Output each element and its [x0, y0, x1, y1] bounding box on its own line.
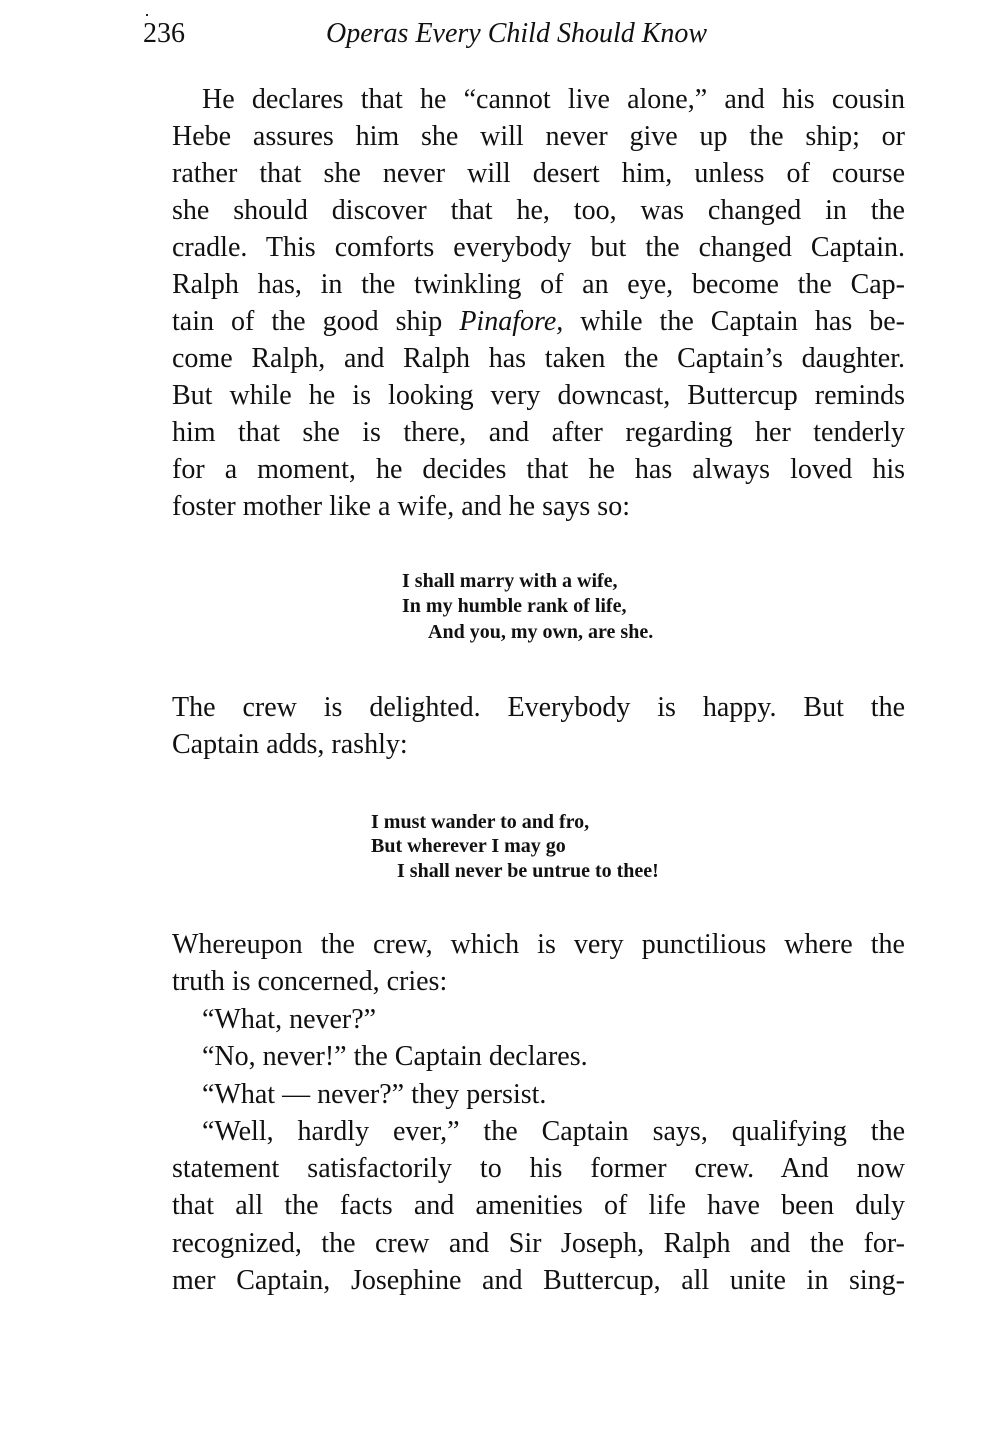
text-segment: truth is concerned, cries: [172, 966, 448, 997]
text-segment: The crew is delighted. Everybody is happy. But the [172, 692, 905, 723]
text-line [172, 1188, 905, 1224]
verse-line: I shall never be untrue to thee! [397, 860, 659, 882]
text-segment: “No, never!” the Captain declares. [202, 1041, 588, 1072]
text-segment: him that she is there, and after regarding her tenderly [172, 417, 905, 448]
text-line [172, 727, 905, 763]
running-title: Operas Every Child Should Know [326, 18, 708, 49]
text-segment: Whereupon the crew, which is very punctilious where the [172, 929, 905, 960]
text-segment: come Ralph, and Ralph has taken the Captain’s daughter. [172, 343, 905, 374]
text-segment: Ralph has, in the twinkling of an eye, become the Cap- [172, 269, 905, 300]
text-segment: rather that she never will desert him, unless of course [172, 158, 905, 189]
text-segment: “What, never?” [202, 1004, 377, 1035]
text-segment: tain of the good ship [172, 306, 460, 337]
text-segment: He declares that he “cannot live alone,” and his cousin [202, 84, 905, 115]
text-line [172, 193, 905, 229]
text-line [172, 489, 905, 525]
text-line [172, 119, 905, 155]
text-segment: recognized, the crew and Sir Joseph, Ralph and the for- [172, 1228, 905, 1259]
text-segment: But while he is looking very downcast, Buttercup reminds [172, 380, 905, 411]
text-line [172, 415, 905, 451]
text-segment: foster mother like a wife, and he says so: [172, 491, 630, 522]
text-line [172, 690, 905, 726]
text-line [172, 304, 905, 340]
text-line [172, 230, 905, 266]
text-line [202, 1077, 905, 1113]
text-segment: she should discover that he, too, was changed in the [172, 195, 905, 226]
text-segment: Hebe assures him she will never give up the ship; or [172, 121, 905, 152]
text-segment: statement satisfactorily to his former crew. And now [172, 1153, 905, 1184]
text-segment: for a moment, he decides that he has always loved his [172, 454, 905, 485]
verse-line: In my humble rank of life, [402, 595, 627, 617]
text-line [172, 452, 905, 488]
text-line [172, 378, 905, 414]
text-segment: while the Captain has be- [563, 306, 905, 337]
text-line [202, 82, 905, 118]
scan-speck [146, 14, 148, 16]
page-number: 236 [143, 18, 185, 49]
verse-line: I shall marry with a wife, [402, 570, 618, 592]
text-line [202, 1002, 905, 1038]
text-segment: that all the facts and amenities of life have been duly [172, 1190, 905, 1221]
verse-line: But wherever I may go [371, 835, 566, 857]
text-line [172, 927, 905, 963]
text-line [172, 964, 905, 1000]
verse-line: I must wander to and fro, [371, 811, 590, 833]
text-line [202, 1039, 905, 1075]
text-segment: “What — never?” they persist. [202, 1079, 547, 1110]
text-line [172, 267, 905, 303]
ship-name-italic: Pinafore, [459, 306, 564, 337]
text-segment: cradle. This comforts everybody but the changed Captain. [172, 232, 905, 263]
text-line [172, 1226, 905, 1262]
text-segment: “Well, hardly ever,” the Captain says, qualifying the [202, 1116, 905, 1147]
text-line [202, 1114, 905, 1150]
text-segment: Captain adds, rashly: [172, 729, 408, 760]
text-line [172, 341, 905, 377]
text-line [172, 1263, 905, 1299]
text-line [172, 156, 905, 192]
text-line [172, 1151, 905, 1187]
verse-line: And you, my own, are she. [428, 621, 654, 643]
text-segment: mer Captain, Josephine and Buttercup, all unite in sing- [172, 1265, 905, 1296]
